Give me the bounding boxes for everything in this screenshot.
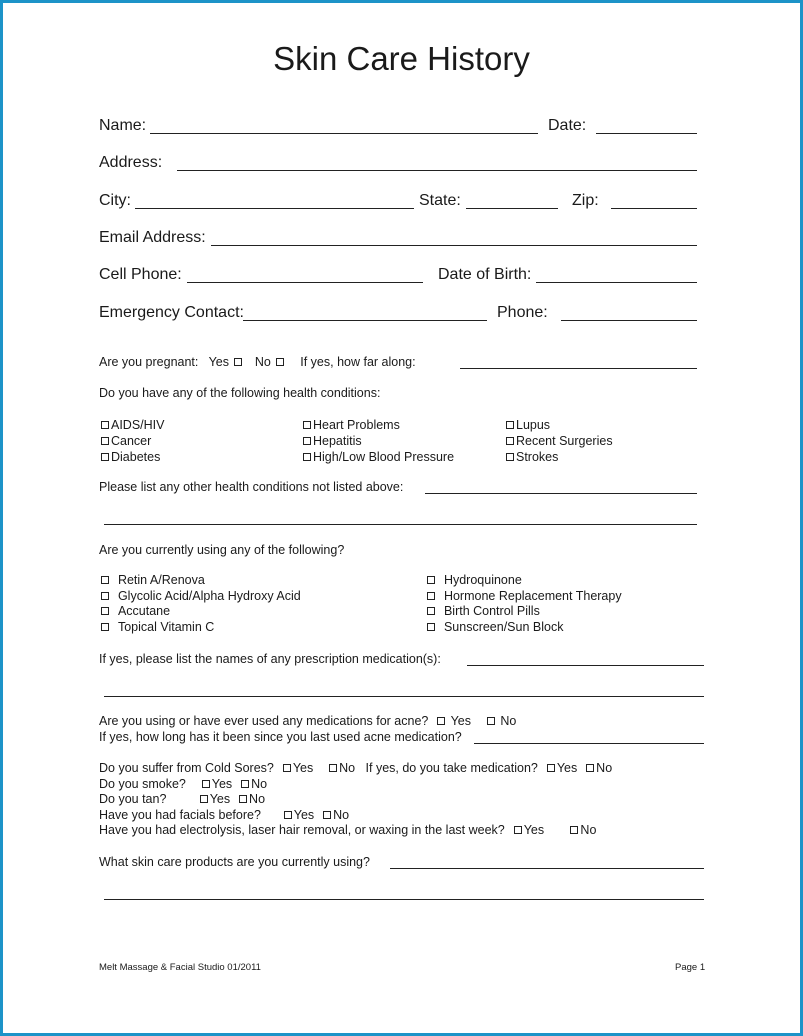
checkbox[interactable] (506, 437, 514, 445)
health-question: Do you have any of the following health conditions: (99, 386, 381, 400)
checkbox[interactable] (303, 437, 311, 445)
tan-no-checkbox[interactable] (239, 795, 247, 803)
usage-col2 (425, 573, 622, 635)
acne-no-checkbox[interactable] (487, 717, 495, 725)
checkbox[interactable] (427, 607, 435, 615)
health-item: Diabetes (99, 449, 165, 465)
other-conditions-label: Please list any other health conditions not listed above: (99, 480, 404, 494)
cold-sores-med-no-checkbox[interactable] (586, 764, 594, 772)
pregnant-no-checkbox[interactable] (276, 358, 284, 366)
health-item: Recent Surgeries (504, 433, 613, 449)
checkbox[interactable] (303, 453, 311, 461)
checkbox[interactable] (101, 421, 109, 429)
usage-question: Are you currently using any of the following? (99, 543, 345, 557)
pregnant-followup-field[interactable] (460, 368, 697, 369)
phone-label: Phone: (497, 304, 548, 321)
acne-yes-label: Yes (450, 714, 471, 728)
form-title: Skin Care History (273, 40, 530, 77)
pregnant-yes-label: Yes (208, 355, 229, 369)
electrolysis-no-checkbox[interactable] (570, 826, 578, 834)
cold-sores-med-yes-checkbox[interactable] (547, 764, 555, 772)
email-field[interactable] (211, 245, 697, 246)
date-field[interactable] (596, 133, 697, 134)
state-label: State: (419, 192, 461, 209)
pregnant-followup-label: If yes, how far along: (300, 355, 416, 369)
dob-label: Date of Birth: (438, 266, 532, 283)
facials-row: Have you had facials before? Yes No (99, 807, 350, 822)
electrolysis-yes-checkbox[interactable] (514, 826, 522, 834)
checkbox[interactable] (427, 576, 435, 584)
name-field[interactable] (150, 133, 538, 134)
health-col3 (504, 417, 613, 465)
checkbox[interactable] (101, 607, 109, 615)
misc-questions (99, 761, 612, 839)
checkbox[interactable] (427, 592, 435, 600)
email-label: Email Address: (99, 229, 206, 246)
cold-sores-no-checkbox[interactable] (329, 764, 337, 772)
pregnant-yes-checkbox[interactable] (234, 358, 242, 366)
acne-yes-checkbox[interactable] (437, 717, 445, 725)
pregnant-label: Are you pregnant: (99, 355, 199, 369)
acne-no-label: No (500, 714, 517, 728)
tan-row: Do you tan? Yes No (99, 792, 266, 807)
usage-item: Accutane (99, 604, 301, 620)
products-label: What skin care products are you currently using? (99, 855, 370, 869)
prescription-field-2[interactable] (104, 696, 704, 697)
phone-field[interactable] (561, 320, 697, 321)
acne-label: Are you using or have ever used any medications for acne? (99, 714, 429, 728)
checkbox[interactable] (303, 421, 311, 429)
smoke-row: Do you smoke? Yes No (99, 776, 268, 791)
state-field[interactable] (466, 208, 558, 209)
checkbox[interactable] (427, 623, 435, 631)
acne-question (99, 714, 516, 728)
usage-item: Glycolic Acid/Alpha Hydroxy Acid (99, 589, 301, 605)
checkbox[interactable] (101, 453, 109, 461)
dob-field[interactable] (536, 282, 697, 283)
health-col1 (99, 417, 165, 465)
cold-sores-row: Do you suffer from Cold Sores? Yes No If yes, do you take medication? Yes No (99, 761, 613, 775)
smoke-no-checkbox[interactable] (241, 780, 249, 788)
prescription-field[interactable] (467, 665, 704, 666)
smoke-yes-checkbox[interactable] (202, 780, 210, 788)
other-conditions-field[interactable] (425, 493, 697, 494)
electrolysis-row: Have you had electrolysis, laser hair removal, or waxing in the last week? Yes No (99, 823, 597, 838)
date-label: Date: (548, 117, 587, 134)
health-item: Hepatitis (301, 433, 454, 449)
health-item: Lupus (504, 417, 613, 433)
usage-item: Topical Vitamin C (99, 620, 301, 636)
checkbox[interactable] (506, 453, 514, 461)
usage-item: Retin A/Renova (99, 573, 301, 589)
usage-item: Hydroquinone (425, 573, 622, 589)
cell-phone-field[interactable] (187, 282, 423, 283)
checkbox[interactable] (506, 421, 514, 429)
facials-yes-checkbox[interactable] (284, 811, 292, 819)
zip-field[interactable] (611, 208, 697, 209)
footer-page: Page 1 (675, 962, 706, 973)
prescription-label: If yes, please list the names of any prescription medication(s): (99, 652, 441, 666)
checkbox[interactable] (101, 576, 109, 584)
checkbox[interactable] (101, 592, 109, 600)
checkbox[interactable] (101, 437, 109, 445)
city-label: City: (99, 192, 131, 209)
health-item: Heart Problems (301, 417, 454, 433)
footer-left: Melt Massage & Facial Studio 01/2011 (99, 962, 261, 973)
city-field[interactable] (135, 208, 414, 209)
products-field[interactable] (390, 868, 704, 869)
emergency-contact-field[interactable] (243, 320, 487, 321)
acne-followup-label: If yes, how long has it been since you last used acne medication? (99, 730, 462, 744)
health-col2 (301, 417, 454, 465)
health-item: AIDS/HIV (99, 417, 165, 433)
other-conditions-field-2[interactable] (104, 524, 697, 525)
usage-item: Birth Control Pills (425, 604, 622, 620)
zip-label: Zip: (572, 192, 599, 209)
usage-item: Sunscreen/Sun Block (425, 620, 622, 636)
pregnant-question (99, 355, 416, 369)
tan-yes-checkbox[interactable] (200, 795, 208, 803)
products-field-2[interactable] (104, 899, 704, 900)
acne-followup-field[interactable] (474, 743, 704, 744)
address-label: Address: (99, 154, 163, 171)
cell-phone-label: Cell Phone: (99, 266, 182, 283)
usage-col1 (99, 573, 301, 635)
address-field[interactable] (177, 170, 697, 171)
usage-item: Hormone Replacement Therapy (425, 589, 622, 605)
health-item: Cancer (99, 433, 165, 449)
health-item: Strokes (504, 449, 613, 465)
health-item: High/Low Blood Pressure (301, 449, 454, 465)
emergency-contact-label: Emergency Contact: (99, 304, 244, 321)
cold-sores-yes-checkbox[interactable] (283, 764, 291, 772)
checkbox[interactable] (101, 623, 109, 631)
pregnant-no-label: No (254, 355, 271, 369)
name-label: Name: (99, 117, 147, 134)
facials-no-checkbox[interactable] (323, 811, 331, 819)
